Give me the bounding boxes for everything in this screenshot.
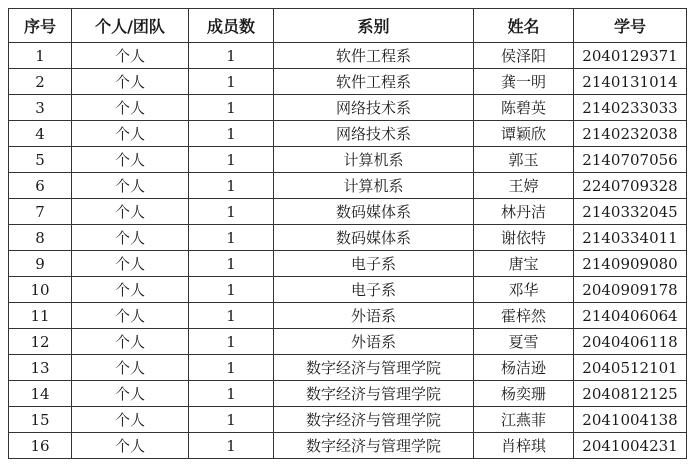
table-body: [9, 43, 687, 459]
cell-department: 计算机系: [274, 147, 474, 173]
cell-member-count: 1: [189, 69, 274, 95]
cell-department: 网络技术系: [274, 95, 474, 121]
table-row: [9, 355, 687, 381]
table-row: [9, 199, 687, 225]
cell-member-count: 1: [189, 173, 274, 199]
cell-department: 数字经济与管理学院: [274, 355, 474, 381]
cell-student-id: 2041004138: [574, 407, 687, 433]
table-row: [9, 95, 687, 121]
cell-student-id: 2140406064: [574, 303, 687, 329]
cell-student-id: 2041004231: [574, 433, 687, 459]
cell-student-id: 2140131014: [574, 69, 687, 95]
cell-seq: 15: [9, 407, 72, 433]
cell-member-count: 1: [189, 199, 274, 225]
cell-seq: 4: [9, 121, 72, 147]
cell-member-count: 1: [189, 147, 274, 173]
cell-name: 唐宝: [474, 251, 574, 277]
table-row: [9, 225, 687, 251]
cell-student-id: 2040406118: [574, 329, 687, 355]
cell-member-count: 1: [189, 303, 274, 329]
cell-member-count: 1: [189, 277, 274, 303]
cell-member-count: 1: [189, 381, 274, 407]
cell-student-id: 2140332045: [574, 199, 687, 225]
cell-member-count: 1: [189, 355, 274, 381]
cell-department: 数字经济与管理学院: [274, 433, 474, 459]
table-row: [9, 251, 687, 277]
cell-student-id: 2140909080: [574, 251, 687, 277]
cell-type: 个人: [72, 433, 189, 459]
cell-seq: 16: [9, 433, 72, 459]
cell-type: 个人: [72, 277, 189, 303]
cell-type: 个人: [72, 121, 189, 147]
cell-seq: 8: [9, 225, 72, 251]
cell-member-count: 1: [189, 95, 274, 121]
cell-type: 个人: [72, 381, 189, 407]
table-row: [9, 381, 687, 407]
header-row: [9, 9, 687, 43]
cell-type: 个人: [72, 199, 189, 225]
cell-type: 个人: [72, 329, 189, 355]
table-row: [9, 303, 687, 329]
cell-type: 个人: [72, 173, 189, 199]
cell-seq: 3: [9, 95, 72, 121]
cell-seq: 9: [9, 251, 72, 277]
cell-seq: 11: [9, 303, 72, 329]
cell-name: 陈碧英: [474, 95, 574, 121]
cell-department: 软件工程系: [274, 43, 474, 69]
cell-type: 个人: [72, 303, 189, 329]
cell-member-count: 1: [189, 407, 274, 433]
cell-member-count: 1: [189, 43, 274, 69]
cell-name: 谢依特: [474, 225, 574, 251]
cell-department: 软件工程系: [274, 69, 474, 95]
cell-student-id: 2040129371: [574, 43, 687, 69]
cell-type: 个人: [72, 407, 189, 433]
table-row: [9, 329, 687, 355]
cell-name: 王婷: [474, 173, 574, 199]
cell-member-count: 1: [189, 251, 274, 277]
cell-name: 江燕菲: [474, 407, 574, 433]
table-row: [9, 277, 687, 303]
cell-type: 个人: [72, 43, 189, 69]
cell-name: 林丹洁: [474, 199, 574, 225]
cell-seq: 6: [9, 173, 72, 199]
table-row: [9, 173, 687, 199]
cell-member-count: 1: [189, 121, 274, 147]
cell-name: 霍梓然: [474, 303, 574, 329]
cell-name: 侯泽阳: [474, 43, 574, 69]
cell-name: 龚一明: [474, 69, 574, 95]
cell-department: 电子系: [274, 251, 474, 277]
cell-department: 外语系: [274, 303, 474, 329]
cell-name: 邓华: [474, 277, 574, 303]
cell-member-count: 1: [189, 433, 274, 459]
roster-table: [8, 8, 687, 459]
cell-type: 个人: [72, 355, 189, 381]
cell-name: 谭颖欣: [474, 121, 574, 147]
cell-name: 肖梓琪: [474, 433, 574, 459]
cell-type: 个人: [72, 69, 189, 95]
cell-name: 郭玉: [474, 147, 574, 173]
header-department: 系别: [274, 9, 474, 43]
cell-name: 杨洁逊: [474, 355, 574, 381]
table-row: [9, 43, 687, 69]
cell-student-id: 2140707056: [574, 147, 687, 173]
cell-department: 电子系: [274, 277, 474, 303]
table-row: [9, 121, 687, 147]
table-header: [9, 9, 687, 43]
cell-seq: 10: [9, 277, 72, 303]
header-student-id: 学号: [574, 9, 687, 43]
header-seq: 序号: [9, 9, 72, 43]
cell-student-id: 2040512101: [574, 355, 687, 381]
table-row: [9, 69, 687, 95]
cell-seq: 2: [9, 69, 72, 95]
cell-student-id: 2040909178: [574, 277, 687, 303]
cell-type: 个人: [72, 225, 189, 251]
cell-student-id: 2040812125: [574, 381, 687, 407]
cell-student-id: 2240709328: [574, 173, 687, 199]
cell-department: 数码媒体系: [274, 199, 474, 225]
table-row: [9, 147, 687, 173]
cell-department: 数字经济与管理学院: [274, 407, 474, 433]
cell-type: 个人: [72, 251, 189, 277]
cell-department: 数字经济与管理学院: [274, 381, 474, 407]
cell-seq: 12: [9, 329, 72, 355]
cell-seq: 13: [9, 355, 72, 381]
cell-department: 网络技术系: [274, 121, 474, 147]
cell-type: 个人: [72, 95, 189, 121]
cell-name: 夏雪: [474, 329, 574, 355]
cell-student-id: 2140334011: [574, 225, 687, 251]
cell-seq: 14: [9, 381, 72, 407]
cell-member-count: 1: [189, 225, 274, 251]
cell-seq: 1: [9, 43, 72, 69]
cell-name: 杨奕珊: [474, 381, 574, 407]
cell-member-count: 1: [189, 329, 274, 355]
table-row: [9, 433, 687, 459]
cell-department: 计算机系: [274, 173, 474, 199]
table-row: [9, 407, 687, 433]
cell-department: 数码媒体系: [274, 225, 474, 251]
cell-student-id: 2140233033: [574, 95, 687, 121]
header-type: 个人/团队: [72, 9, 189, 43]
cell-seq: 5: [9, 147, 72, 173]
cell-seq: 7: [9, 199, 72, 225]
header-name: 姓名: [474, 9, 574, 43]
header-member-count: 成员数: [189, 9, 274, 43]
cell-department: 外语系: [274, 329, 474, 355]
cell-type: 个人: [72, 147, 189, 173]
cell-student-id: 2140232038: [574, 121, 687, 147]
